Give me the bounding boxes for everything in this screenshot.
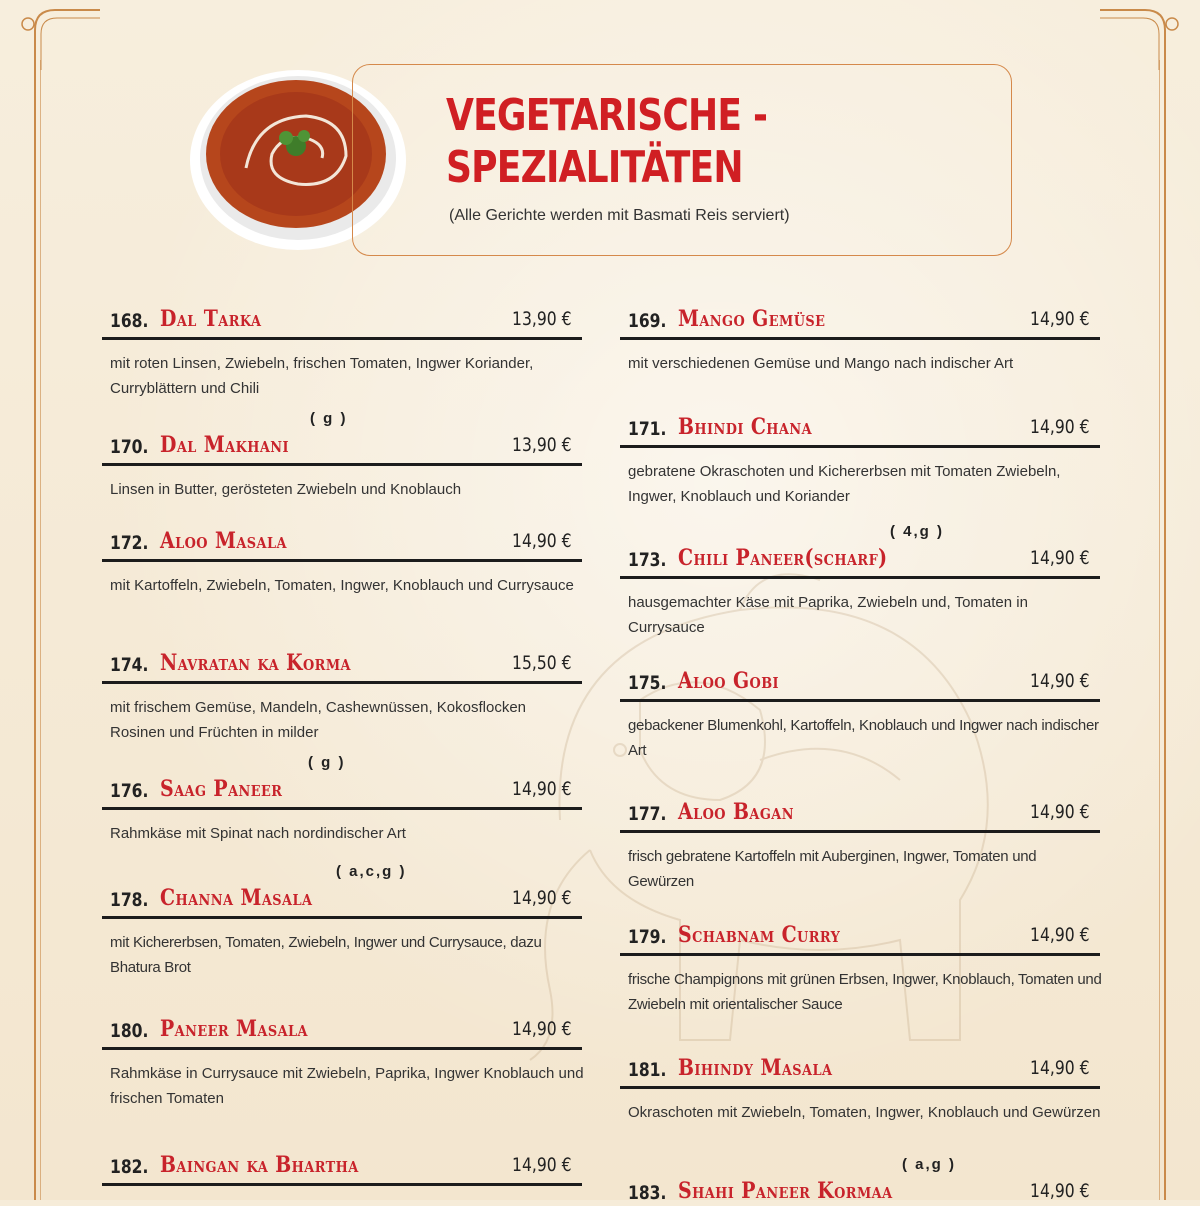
menu-item <box>102 516 582 598</box>
item-description: mit verschiedenen Gemüse und Mango nach indischer Art <box>628 355 1014 372</box>
item-allergen: ( a,c,g ) <box>336 863 407 880</box>
item-description: mit roten Linsen, Zwiebeln, frischen Tomaten, Ingwer Koriander, Curryblättern und Chili <box>110 355 534 397</box>
menu-item <box>102 638 582 745</box>
item-divider <box>102 463 582 466</box>
item-divider <box>620 337 1100 340</box>
item-price: 14,90 € <box>1030 308 1090 330</box>
menu-item <box>102 410 582 502</box>
menu-item <box>620 787 1100 894</box>
menu-item <box>102 294 582 401</box>
item-divider <box>102 337 582 340</box>
item-name: Mango Gemüse <box>678 306 826 332</box>
item-number: 181. <box>628 1059 667 1081</box>
frame-border-left-inner <box>40 60 41 1200</box>
item-number: 169. <box>628 310 667 332</box>
item-allergen: ( a,g ) <box>902 1156 956 1173</box>
item-price: 14,90 € <box>512 887 572 909</box>
item-description: mit frischem Gemüse, Mandeln, Cashewnüssen, Kokosflocken Rosinen und Früchten in milder <box>110 699 527 741</box>
item-description: gebackener Blumenkohl, Kartoffeln, Knoblauch und Ingwer nach indischer Art <box>628 717 1099 759</box>
item-description: frische Champignons mit grünen Erbsen, Ingwer, Knoblauch, Tomaten und Zwiebeln mit orientalischer Sauce <box>628 971 1102 1013</box>
item-divider <box>620 830 1100 833</box>
item-divider <box>102 807 582 810</box>
frame-border-right <box>1164 40 1166 1200</box>
item-number: 179. <box>628 926 667 948</box>
item-divider <box>620 1086 1100 1089</box>
corner-ornament-right-icon <box>1100 0 1190 70</box>
item-name: Chili Paneer(scharf) <box>678 545 888 571</box>
item-divider <box>102 1047 582 1050</box>
item-name: Navratan ka Korma <box>160 650 351 676</box>
item-name: Aloo Masala <box>160 528 287 554</box>
item-name: Dal Tarka <box>160 306 262 332</box>
item-number: 180. <box>110 1020 149 1042</box>
item-divider <box>102 916 582 919</box>
item-description: Rahmkäse in Currysauce mit Zwiebeln, Paprika, Ingwer Knoblauch und frischen Tomaten <box>110 1065 584 1107</box>
item-name: Shahi Paneer Kormaa <box>678 1178 893 1204</box>
item-number: 171. <box>628 418 667 440</box>
item-number: 168. <box>110 310 149 332</box>
item-name: Dal Makhani <box>160 432 289 458</box>
item-number: 173. <box>628 549 667 571</box>
menu-item <box>620 523 1100 640</box>
item-divider <box>102 1183 582 1186</box>
item-price: 14,90 € <box>512 1018 572 1040</box>
menu-item <box>620 910 1100 1017</box>
item-name: Bhindi Chana <box>678 414 813 440</box>
frame-border-left <box>34 40 36 1200</box>
item-allergen: ( 4,g ) <box>890 523 944 540</box>
menu-item <box>620 1156 1100 1206</box>
item-divider <box>620 576 1100 579</box>
item-price: 15,50 € <box>512 652 572 674</box>
item-divider <box>620 699 1100 702</box>
item-description: Okraschoten mit Zwiebeln, Tomaten, Ingwer, Knoblauch und Gewürzen <box>628 1104 1101 1121</box>
item-name: Baingan ka Bhartha <box>160 1152 359 1178</box>
corner-ornament-left-icon <box>10 0 100 70</box>
frame-border-right-inner <box>1159 60 1160 1200</box>
item-price: 14,90 € <box>1030 924 1090 946</box>
item-price: 13,90 € <box>512 434 572 456</box>
item-price: 14,90 € <box>512 1154 572 1176</box>
item-description: mit Kichererbsen, Tomaten, Zwiebeln, Ingwer und Currysauce, dazu Bhatura Brot <box>110 934 542 976</box>
menu-item <box>620 402 1100 509</box>
item-divider <box>102 559 582 562</box>
item-divider <box>620 445 1100 448</box>
menu-item <box>102 1140 582 1186</box>
item-number: 178. <box>110 889 149 911</box>
menu-item <box>620 656 1100 763</box>
item-number: 183. <box>628 1182 667 1204</box>
item-price: 14,90 € <box>1030 1180 1090 1202</box>
item-number: 175. <box>628 672 667 694</box>
page-title: VEGETARISCHE - SPEZIALITÄTEN <box>446 90 768 193</box>
menu-item <box>620 1043 1100 1125</box>
item-description: gebratene Okraschoten und Kichererbsen mit Tomaten Zwiebeln, Ingwer, Knoblauch und Koriander <box>628 463 1061 505</box>
item-divider <box>102 681 582 684</box>
item-number: 177. <box>628 803 667 825</box>
item-price: 14,90 € <box>1030 416 1090 438</box>
item-description: hausgemachter Käse mit Paprika, Zwiebeln und, Tomaten in Currysauce <box>628 594 1028 636</box>
item-name: Bihindy Masala <box>678 1055 833 1081</box>
item-description: mit Kartoffeln, Zwiebeln, Tomaten, Ingwer, Knoblauch und Currysauce <box>110 577 574 594</box>
item-number: 182. <box>110 1156 149 1178</box>
menu-item <box>102 754 582 846</box>
item-description: frisch gebratene Kartoffeln mit Auberginen, Ingwer, Tomaten und Gewürzen <box>628 848 1037 890</box>
item-name: Paneer Masala <box>160 1016 308 1042</box>
item-price: 14,90 € <box>1030 670 1090 692</box>
item-number: 176. <box>110 780 149 802</box>
item-price: 14,90 € <box>1030 801 1090 823</box>
item-price: 14,90 € <box>512 778 572 800</box>
item-number: 172. <box>110 532 149 554</box>
item-name: Schabnam Curry <box>678 922 841 948</box>
item-divider <box>620 953 1100 956</box>
item-name: Saag Paneer <box>160 776 283 802</box>
item-name: Channa Masala <box>160 885 313 911</box>
item-price: 14,90 € <box>1030 1057 1090 1079</box>
page-subtitle: (Alle Gerichte werden mit Basmati Reis serviert) <box>449 207 790 224</box>
item-price: 13,90 € <box>512 308 572 330</box>
item-allergen: ( g ) <box>308 754 346 771</box>
menu-item <box>102 1004 582 1111</box>
item-price: 14,90 € <box>1030 547 1090 569</box>
item-name: Aloo Bagan <box>678 799 794 825</box>
item-description: Rahmkäse mit Spinat nach nordindischer Art <box>110 825 406 842</box>
item-number: 170. <box>110 436 149 458</box>
menu-item <box>102 863 582 980</box>
menu-item <box>620 294 1100 376</box>
item-number: 174. <box>110 654 149 676</box>
item-allergen: ( g ) <box>310 410 348 427</box>
item-name: Aloo Gobi <box>678 668 780 694</box>
item-price: 14,90 € <box>512 530 572 552</box>
item-description: Linsen in Butter, gerösteten Zwiebeln und Knoblauch <box>110 481 462 498</box>
